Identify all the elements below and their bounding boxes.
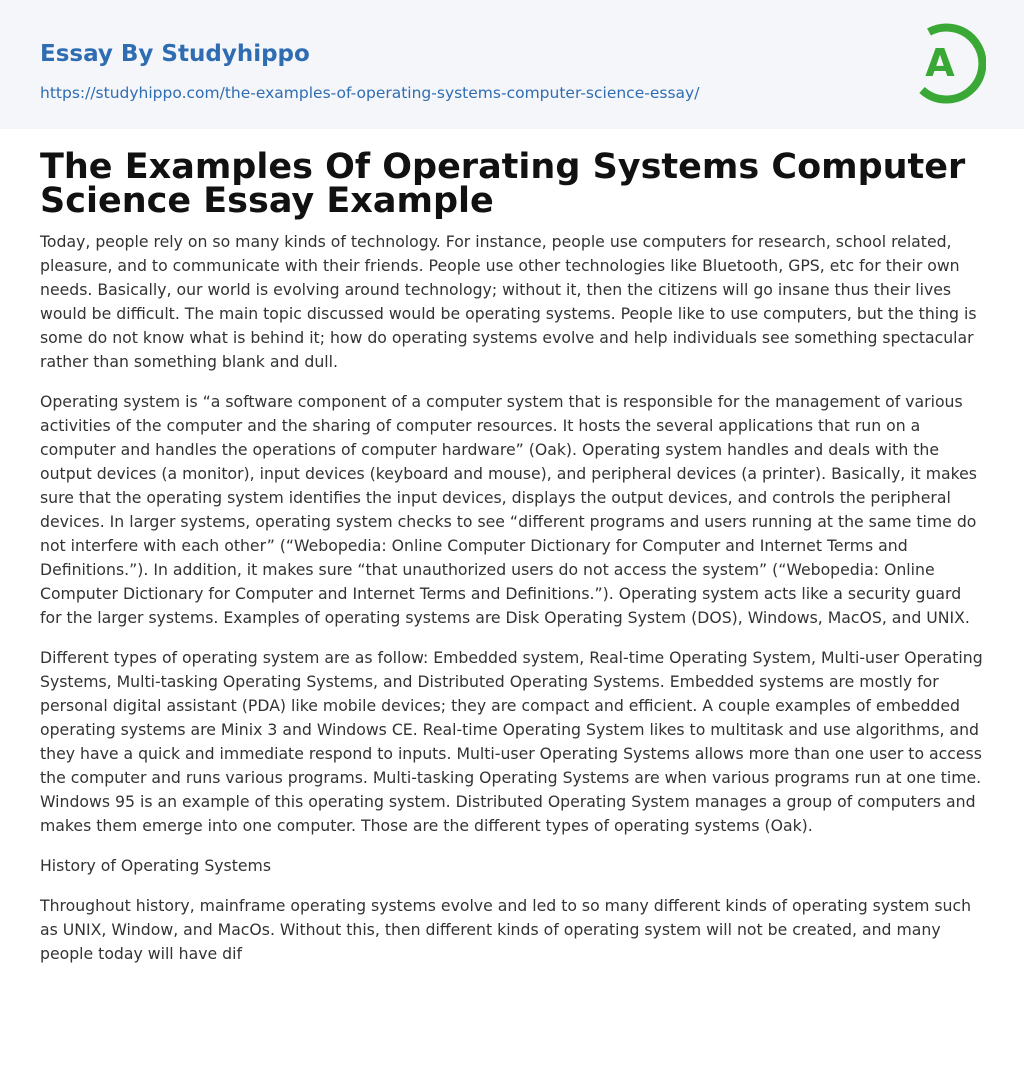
page-title: The Examples Of Operating Systems Computer Science Essay Example: [40, 147, 966, 221]
site-header: [0, 0, 1024, 129]
section-heading-history: History of Operating Systems: [40, 856, 271, 875]
site-brand[interactable]: Essay By Studyhippo: [40, 41, 310, 67]
studyhippo-logo-icon[interactable]: [912, 20, 986, 104]
essay-url-link[interactable]: https://studyhippo.com/the-examples-of-operating-systems-computer-science-essay/: [40, 84, 700, 102]
logo-letter: A: [925, 41, 955, 85]
paragraph-history: Throughout history, mainframe operating systems evolve and led to so many different kinds of operating system such as UNIX, Window, and MacOs. Without this, then different kinds of operating system will not be created, and many people today will have dif: [40, 896, 972, 963]
paragraph-intro: Today, people rely on so many kinds of technology. For instance, people use computers for research, school related, pleasure, and to communicate with their friends. People use other technologies like Bluetooth, GPS, etc for their own needs. Basically, our world is evolving around technology; without it, then the citizens will go insane thus their lives would be difficult. The main topic discussed would be operating systems. People like to use computers, but the thing is some do not know what is behind it; how do operating systems evolve and help individuals see something spectacular rather than something blank and dull.: [40, 232, 977, 371]
paragraph-types: Different types of operating system are as follow: Embedded system, Real-time Operating System, Multi-user Operating Systems, Multi-tasking Operating Systems, and Distributed Operating Systems. Embedded systems are mostly for personal digital assistant (PDA) like mobile devices; they are compact and efficient. A couple examples of embedded operating systems are Minix 3 and Windows CE. Real-time Operating System likes to multitask and use algorithms, and they have a quick and immediate respond to inputs. Multi-user Operating Systems allows more than one user to access the computer and runs various programs. Multi-tasking Operating Systems are when various programs run at one time. Windows 95 is an example of this operating system. Distributed Operating System manages a group of computers and makes them emerge into one computer. Those are the different types of operating systems (Oak).: [40, 648, 983, 835]
paragraph-definition: Operating system is “a software component of a computer system that is responsible for the management of various activities of the computer and the sharing of computer resources. It hosts the several applications that run on a computer and handles the operations of computer hardware” (Oak). Operating system handles and deals with the output devices (a monitor), input devices (keyboard and mouse), and peripheral devices (a printer). Basically, it makes sure that the operating system identifies the input devices, displays the output devices, and controls the peripheral devices. In larger systems, operating system checks to see “different programs and users running at the same time do not interfere with each other” (“Webopedia: Online Computer Dictionary for Computer and Internet Terms and Definitions.”). In addition, it makes sure “that unauthorized users do not access the system” (“Webopedia: Online Computer Dictionary for Computer and Internet Terms and Definitions.”). Operating system acts like a security guard for the larger systems. Examples of operating systems are Disk Operating System (DOS), Windows, MacOS, and UNIX.: [40, 392, 977, 627]
